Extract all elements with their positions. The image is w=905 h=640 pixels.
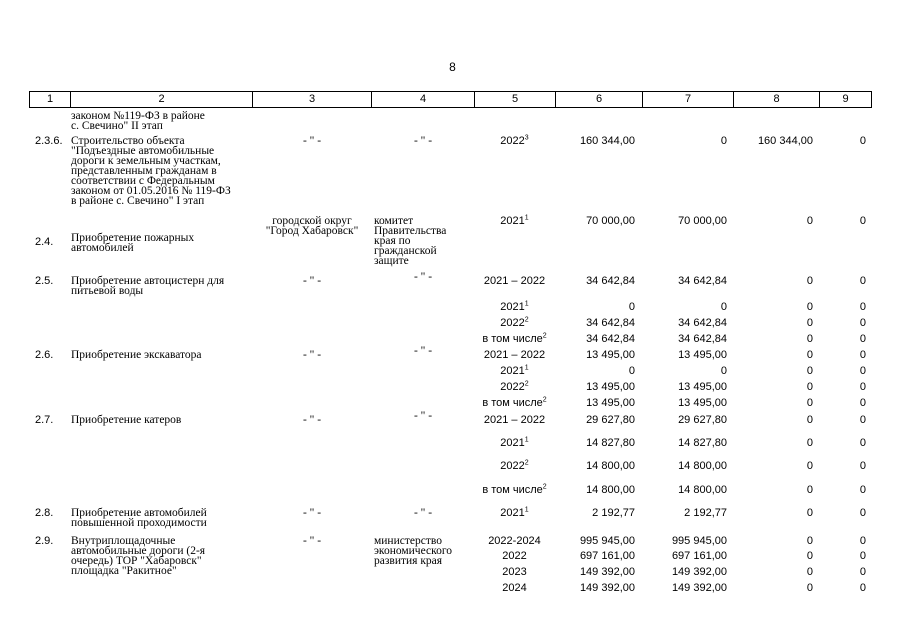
footnote-marker: 1 (524, 300, 529, 308)
row-col4: министерство экономического развития края (374, 535, 453, 567)
row-value-8: 0 (806, 397, 813, 409)
footnote-marker: 1 (524, 364, 529, 372)
row-value-9: 0 (859, 414, 866, 426)
row-value-6: 14 800,00 (586, 460, 635, 472)
row-col3: - " - (302, 507, 322, 519)
row-name: Приобретение экскаватора (71, 349, 202, 361)
row-col3: городской округ "Город Хабаровск" (265, 215, 359, 237)
row-value-8: 0 (806, 365, 813, 377)
footnote-marker: 1 (524, 214, 529, 222)
footnote-marker: 1 (524, 506, 529, 514)
footnote-marker: 2 (542, 483, 547, 491)
row-year: 2023 (502, 566, 527, 578)
row-value-7: 2 192,77 (684, 507, 727, 519)
row-year: 2021 – 2022 (483, 414, 546, 426)
row-col4: - " - (413, 135, 433, 147)
row-value-8: 0 (806, 550, 813, 562)
header-col-2: 2 (71, 92, 253, 107)
row-value-9: 0 (859, 365, 866, 377)
row-value-8: 0 (806, 333, 813, 345)
row-value-6: 13 495,00 (586, 397, 635, 409)
row-value-9: 0 (859, 460, 866, 472)
row-value-9: 0 (859, 397, 866, 409)
footnote-marker: 1 (524, 436, 529, 444)
row-value-9: 0 (859, 215, 866, 227)
row-value-6: 14 827,80 (586, 437, 635, 449)
row-number: 2.9. (35, 535, 54, 547)
row-value-7: 34 642,84 (678, 333, 727, 345)
row-value-8: 0 (806, 275, 813, 287)
header-col-7: 7 (643, 92, 734, 107)
row-number: 2.3.6. (35, 135, 63, 147)
header-col-8: 8 (734, 92, 820, 107)
row-year: 2022$^3$ (500, 134, 529, 147)
row-number: 2.5. (35, 275, 54, 287)
row-value-6: 0 (628, 301, 635, 313)
footnote-marker: 2 (542, 396, 547, 404)
row-value-7: 13 495,00 (678, 397, 727, 409)
row-number: 2.7. (35, 414, 54, 426)
row-year: 2022$^2$ (500, 316, 529, 329)
table-header (29, 91, 872, 108)
row-value-6: 70 000,00 (586, 215, 635, 227)
row-value-7: 29 627,80 (678, 414, 727, 426)
row-name: законом №119-ФЗ в районе с. Свечино" II этап (71, 110, 205, 132)
row-year: 2022-2024 (488, 535, 541, 547)
row-value-9: 0 (859, 333, 866, 345)
row-year: 2021$^1$ (500, 436, 529, 449)
row-year: в том числе$^2$ (482, 396, 547, 409)
footnote-marker: 2 (542, 332, 547, 340)
row-value-8: 0 (806, 437, 813, 449)
row-year: 2022$^2$ (500, 459, 529, 472)
row-number: 2.6. (35, 349, 54, 361)
row-col4: - " - (413, 410, 433, 422)
row-value-9: 0 (859, 535, 866, 547)
row-value-7: 149 392,00 (671, 566, 727, 578)
row-value-9: 0 (859, 437, 866, 449)
row-value-9: 0 (859, 301, 866, 313)
row-name: Приобретение автоцистерн для питьевой воды (71, 275, 225, 297)
row-value-7: 34 642,84 (678, 275, 727, 287)
row-name: Внутриплощадочные автомобильные дороги (2-я очередь) ТОР "Хабаровск" площадка "Ракитное" (71, 535, 206, 577)
header-col-6: 6 (556, 92, 643, 107)
row-value-6: 14 800,00 (586, 484, 635, 496)
row-value-8: 0 (806, 301, 813, 313)
row-value-9: 0 (859, 349, 866, 361)
row-value-7: 697 161,00 (671, 550, 727, 562)
row-year: 2021$^1$ (500, 300, 529, 313)
row-name: Приобретение автомобилей повышенной проходимости (71, 507, 207, 529)
row-col4: - " - (413, 507, 433, 519)
row-col3: - " - (302, 535, 322, 547)
row-value-6: 34 642,84 (586, 333, 635, 345)
row-value-6: 0 (628, 365, 635, 377)
row-year: 2021 – 2022 (483, 349, 546, 361)
row-value-7: 0 (720, 365, 727, 377)
row-value-7: 14 800,00 (678, 460, 727, 472)
row-value-8: 0 (806, 507, 813, 519)
row-value-6: 29 627,80 (586, 414, 635, 426)
row-value-7: 149 392,00 (671, 582, 727, 594)
row-value-8: 0 (806, 566, 813, 578)
row-name: Строительство объекта "Подъездные автомобильные дороги к земельным участкам, представленным гражданам в соответствии с Федеральным законом от 01.05.2016 № 119-ФЗ в районе с. Свечино" I этап (71, 135, 231, 207)
row-value-9: 0 (859, 317, 866, 329)
row-value-8: 160 344,00 (757, 135, 813, 147)
row-value-6: 160 344,00 (579, 135, 635, 147)
row-col4: - " - (413, 271, 433, 283)
row-value-8: 0 (806, 535, 813, 547)
row-value-8: 0 (806, 349, 813, 361)
row-value-8: 0 (806, 414, 813, 426)
row-year: 2021$^1$ (500, 364, 529, 377)
row-year: в том числе$^2$ (482, 332, 547, 345)
row-value-9: 0 (859, 135, 866, 147)
row-value-6: 995 945,00 (579, 535, 635, 547)
row-value-9: 0 (859, 484, 866, 496)
row-value-8: 0 (806, 381, 813, 393)
row-col3: - " - (302, 414, 322, 426)
row-value-6: 149 392,00 (579, 582, 635, 594)
header-col-5: 5 (475, 92, 556, 107)
row-value-9: 0 (859, 275, 866, 287)
header-col-3: 3 (253, 92, 372, 107)
row-value-6: 2 192,77 (592, 507, 635, 519)
row-value-6: 13 495,00 (586, 381, 635, 393)
page-number: 8 (449, 60, 456, 74)
row-value-9: 0 (859, 507, 866, 519)
row-name: Приобретение пожарных автомобилей (71, 232, 195, 254)
row-value-7: 14 800,00 (678, 484, 727, 496)
row-col3: - " - (302, 275, 322, 287)
row-value-7: 14 827,80 (678, 437, 727, 449)
row-year: 2021$^1$ (500, 506, 529, 519)
row-value-6: 697 161,00 (579, 550, 635, 562)
header-col-9: 9 (842, 93, 849, 105)
row-value-9: 0 (859, 566, 866, 578)
header-col-4: 4 (372, 92, 475, 107)
row-col3: - " - (302, 135, 322, 147)
row-value-8: 0 (806, 582, 813, 594)
row-value-9: 0 (859, 381, 866, 393)
row-value-9: 0 (859, 550, 866, 562)
header-col-1: 1 (30, 92, 71, 107)
row-year: 2021 – 2022 (483, 275, 546, 287)
row-value-7: 0 (720, 301, 727, 313)
row-value-6: 34 642,84 (586, 275, 635, 287)
row-value-6: 34 642,84 (586, 317, 635, 329)
row-value-8: 0 (806, 215, 813, 227)
row-year: 2022 (502, 550, 527, 562)
row-year: 2024 (502, 582, 527, 594)
row-value-7: 34 642,84 (678, 317, 727, 329)
row-value-6: 13 495,00 (586, 349, 635, 361)
row-col4: комитет Правительства края по гражданской защите (374, 215, 447, 267)
row-col3: - " - (302, 349, 322, 361)
row-value-7: 995 945,00 (671, 535, 727, 547)
row-year: 2021$^1$ (500, 214, 529, 227)
row-year: 2022$^2$ (500, 380, 529, 393)
row-value-9: 0 (859, 582, 866, 594)
row-col4: - " - (413, 345, 433, 357)
row-number: 2.8. (35, 507, 54, 519)
row-number: 2.4. (35, 236, 54, 248)
footnote-marker: 3 (524, 134, 529, 142)
row-value-8: 0 (806, 484, 813, 496)
row-year: в том числе$^2$ (482, 483, 547, 496)
footnote-marker: 2 (524, 380, 529, 388)
row-value-8: 0 (806, 317, 813, 329)
row-value-8: 0 (806, 460, 813, 472)
row-value-7: 13 495,00 (678, 349, 727, 361)
row-value-6: 149 392,00 (579, 566, 635, 578)
row-value-7: 70 000,00 (678, 215, 727, 227)
row-value-7: 13 495,00 (678, 381, 727, 393)
row-value-7: 0 (720, 135, 727, 147)
footnote-marker: 2 (524, 459, 529, 467)
row-name: Приобретение катеров (71, 414, 182, 426)
footnote-marker: 2 (524, 316, 529, 324)
